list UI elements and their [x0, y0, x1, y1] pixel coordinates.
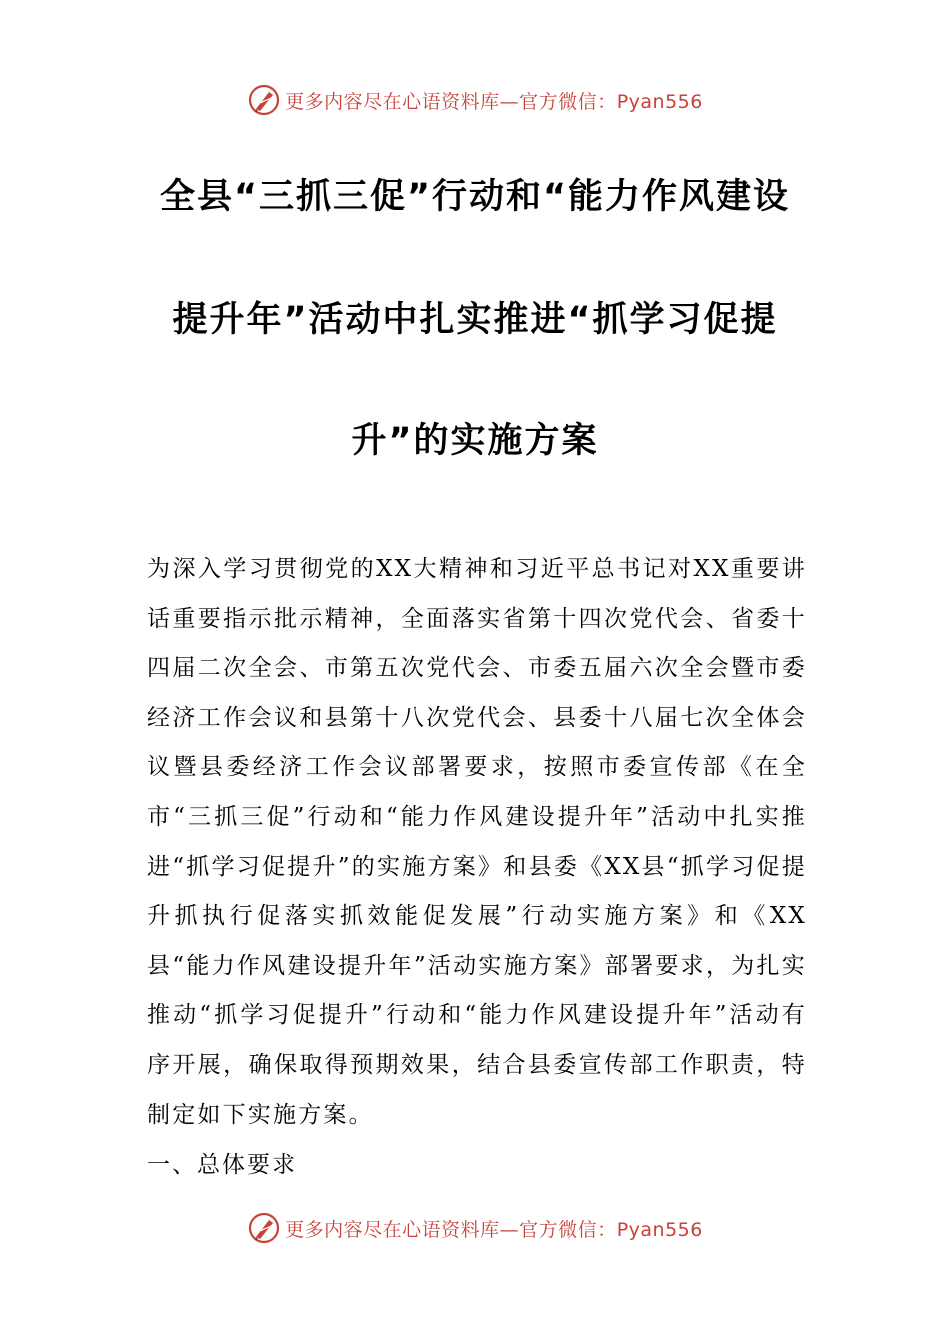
watermark-wechat-label: 官方微信：	[519, 1218, 617, 1241]
pen-logo-icon	[247, 1211, 281, 1245]
watermark-text	[285, 87, 703, 114]
watermark-wechat-label: 官方微信：	[519, 90, 617, 113]
watermark-dash: —	[499, 1218, 520, 1241]
watermark-dash: —	[499, 90, 520, 113]
watermark-wechat-id: Pyan556	[616, 90, 703, 113]
document-title-line-2: 提升年”活动中扎实推进“抓学习促提	[172, 300, 778, 340]
watermark-brand: 更多内容尽在心语资料库	[285, 90, 500, 113]
intro-paragraph: 为深入学习贯彻党的XX大精神和习近平总书记对XX重要讲话重要指示批示精神，全面落实省第十四次党代会、省委十四届二次全会、市第五次党代会、市委五届六次全会暨市委经济工作会议和县第十八次党代会、县委十八届七次全体会议暨县委经济工作会议部署要求，按照市委宣传部《在全市“三抓三促”行动和“能力作风建设提升年”活动中扎实推进“抓学习促提升”的实施方案》和县委《XX县“抓学习促提升抓执行促落实抓效能促发展”行动实施方案》和《XX县“能力作风建设提升年”活动实施方案》部署要求，为扎实推动“抓学习促提升”行动和“能力作风建设提升年”活动有序开展，确保取得预期效果，结合县委宣传部工作职责，特制定如下实施方案。	[147, 556, 807, 1128]
document-title-line-1: 全县“三抓三促”行动和“能力作风建设	[159, 177, 790, 217]
watermark-footer	[0, 1208, 950, 1248]
watermark-wechat-id: Pyan556	[616, 1218, 703, 1241]
watermark-header	[0, 80, 950, 120]
section-heading: 一、总体要求	[147, 1152, 297, 1178]
document-title-line-3: 升”的实施方案	[351, 421, 599, 461]
watermark-brand: 更多内容尽在心语资料库	[285, 1218, 500, 1241]
pen-logo-icon	[247, 83, 281, 117]
watermark-text	[285, 1215, 703, 1242]
